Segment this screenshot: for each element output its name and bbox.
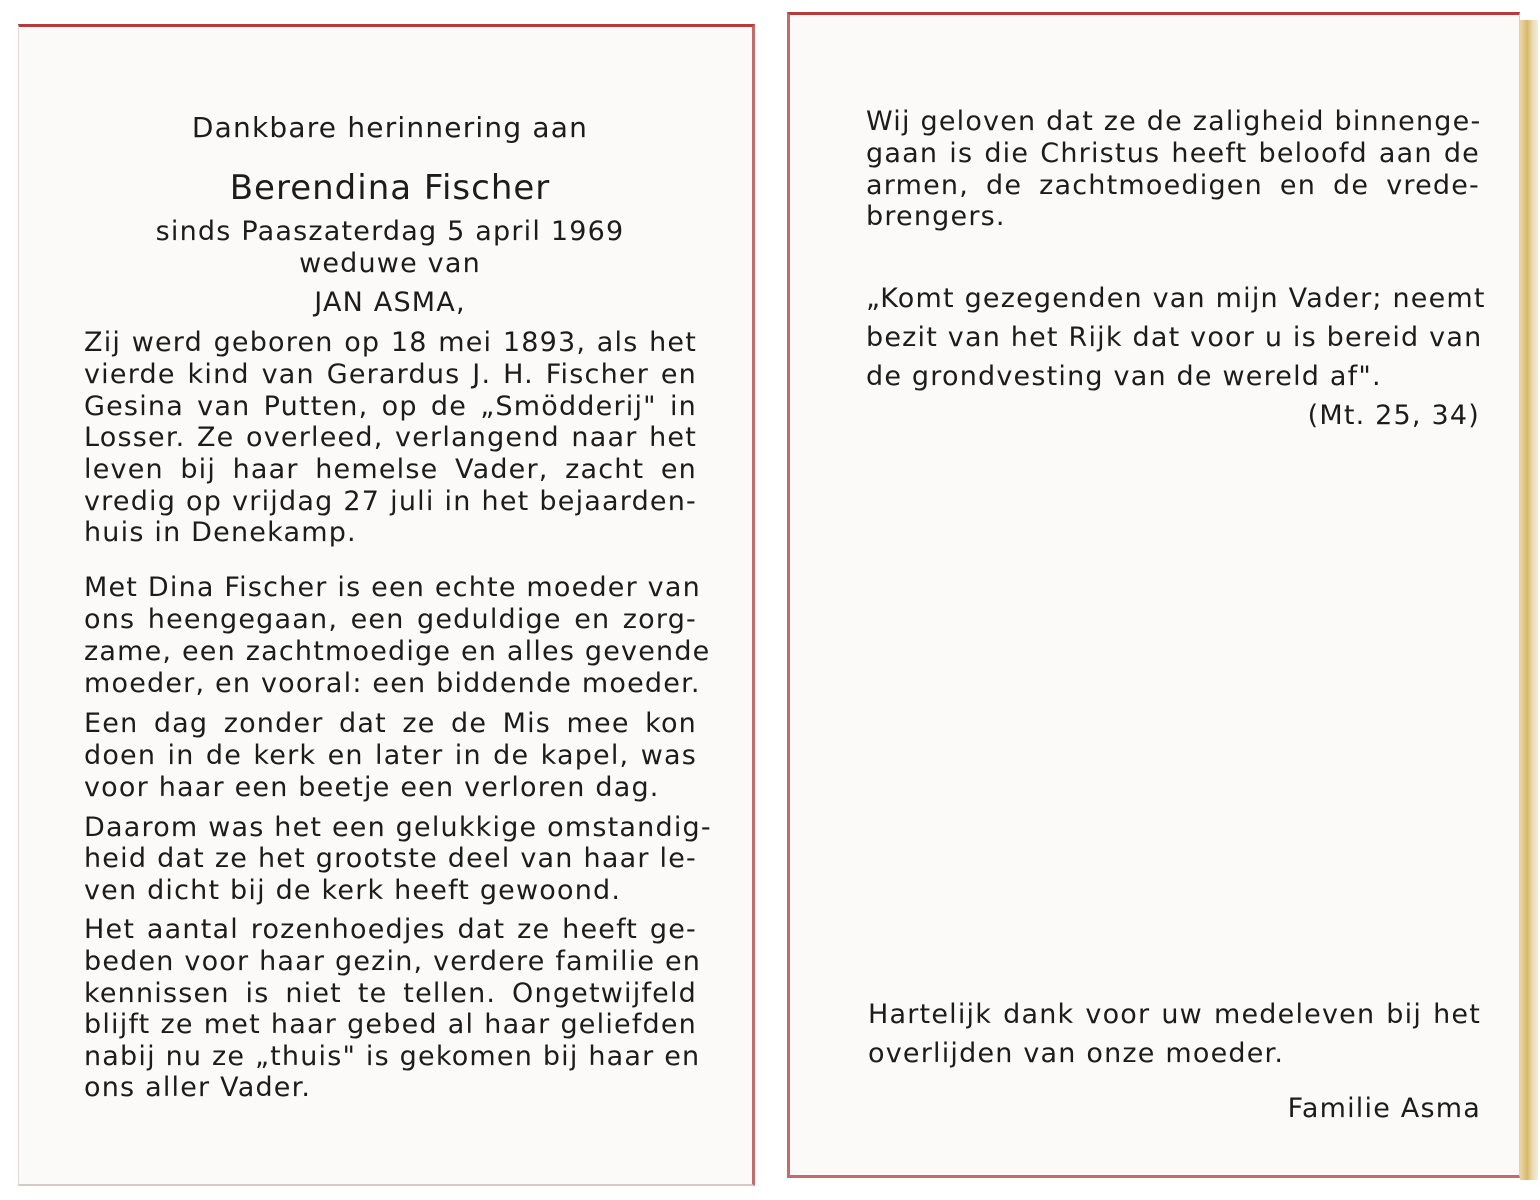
para5-line3: kennissen is niet te tellen. Ongetwijfeld [84,978,697,1009]
para2-line2: ons heengegaan, een geduldige en zorg- [84,604,697,635]
para5-line2: beden voor haar gezin, verdere familie en [84,946,702,977]
belief-line1: Wij geloven dat ze de zaligheid binnenge- [866,106,1482,137]
thanks-line2: overlijden van onze moeder. [868,1038,1285,1069]
para1-line6: vredig op vrijdag 27 juli in het bejaarden- [84,486,697,517]
scripture-reference: (Mt. 25, 34) [1307,400,1480,431]
thanks-line1: Hartelijk dank voor uw medeleven bij het [868,999,1481,1030]
para2-line4: moeder, en vooral: een biddende moeder. [84,668,701,699]
para1-line4: Losser. Ze overleed, verlangend naar het [84,422,697,453]
para4-line1: Daarom was het een gelukkige omstandig- [84,812,712,843]
belief-line2: gaan is die Christus heeft beloofd aan de [866,138,1480,169]
para2-line1: Met Dina Fischer is een echte moeder van [84,572,701,603]
since-date: sinds Paaszaterdag 5 april 1969 [155,216,625,247]
para1-line2: vierde kind van Gerardus J. H. Fischer en [84,359,697,390]
para1-line5: leven bij haar hemelse Vader, zacht en [84,454,697,485]
para5-line6: ons aller Vader. [84,1072,312,1103]
para4-line2: heid dat ze het grootste deel van haar le- [84,843,697,874]
widow-of-line: weduwe van [299,248,481,279]
belief-line4: brengers. [866,201,1006,232]
para3-line1: Een dag zonder dat ze de Mis mee kon [84,708,697,739]
para5-line4: blijft ze met haar gebed al haar geliefden [84,1009,697,1040]
para1-line3: Gesina van Putten, op de „Smödderij" in [84,391,697,422]
quote-line2: bezit van het Rijk dat voor u is bereid van [866,322,1483,353]
quote-line1: „Komt gezegenden van mijn Vader; neemt [866,283,1486,314]
para2-line3: zame, een zachtmoedige en alles gevende [84,636,711,667]
para3-line2: doen in de kerk en later in de kapel, was [84,740,697,771]
belief-line3: armen, de zachtmoedigen en de vrede- [866,170,1480,201]
husband-name: JAN ASMA, [314,287,466,318]
quote-line3: de grondvesting van de wereld af". [866,361,1382,392]
intro-line: Dankbare herinnering aan [191,111,589,144]
para1-line7: huis in Denekamp. [84,517,357,548]
para1-line1: Zij werd geboren op 18 mei 1893, als het [84,327,697,358]
para5-line5: nabij nu ze „thuis" is gekomen bij haar en [84,1041,701,1072]
card-edge-strip [1520,20,1538,1180]
deceased-name: Berendina Fischer [229,168,551,208]
para5-line1: Het aantal rozenhoedjes dat ze heeft ge- [84,914,697,945]
para4-line3: ven dicht bij de kerk heeft gewoond. [84,875,622,906]
para3-line3: voor haar een beetje een verloren dag. [84,772,660,803]
signature: Familie Asma [1287,1093,1481,1124]
